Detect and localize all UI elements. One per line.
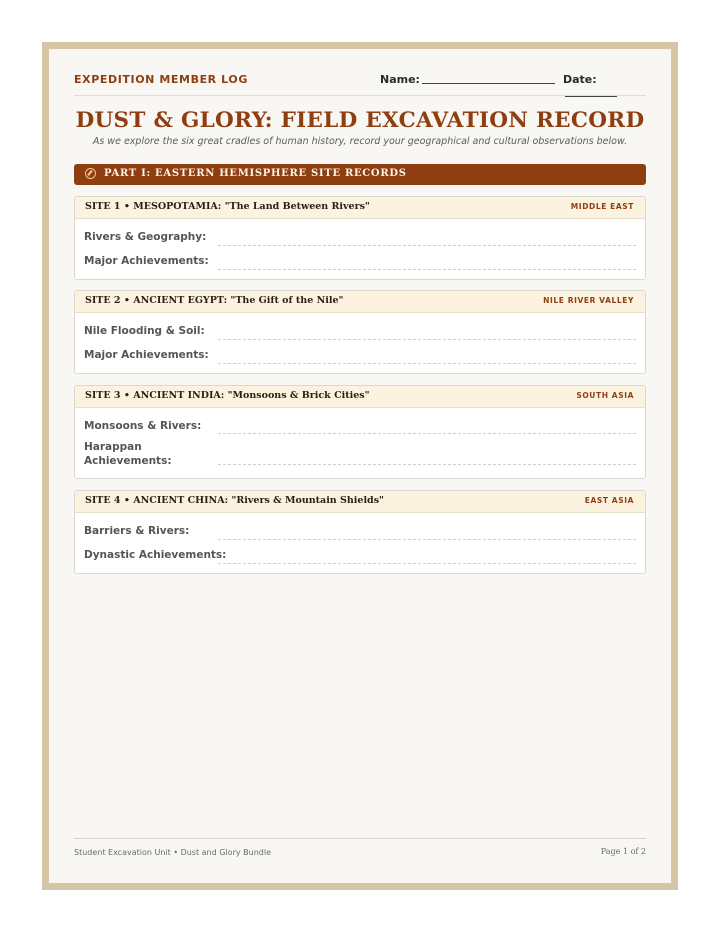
part-banner [74,164,646,185]
log-label: EXPEDITION MEMBER LOG [74,73,248,86]
site-title: SITE 4 • ANCIENT CHINA: "Rivers & Mountain Shields" [85,495,384,506]
date-label: Date: [563,73,597,86]
page-number: Page 1 of 2 [600,847,646,856]
field-label: Nile Flooding & Soil: [84,325,205,337]
worksheet-page [49,49,671,883]
site-header [75,197,645,219]
site-title: SITE 2 • ANCIENT EGYPT: "The Gift of the Nile" [85,295,344,306]
site-card [74,385,646,479]
footer-text: Student Excavation Unit • Dust and Glory Bundle [74,848,271,857]
name-label: Name: [380,73,420,86]
answer-line[interactable] [218,245,636,246]
answer-line[interactable] [218,339,636,340]
answer-line[interactable] [218,464,636,465]
date-line[interactable] [565,86,617,97]
log-header [74,73,646,96]
name-line[interactable] [422,73,555,84]
compass-icon [85,168,96,179]
site-header [75,291,645,313]
answer-line[interactable] [218,539,636,540]
field-label: Barriers & Rivers: [84,525,190,537]
site-header [75,386,645,408]
footer-divider [74,838,646,839]
answer-line[interactable] [218,363,636,364]
field-label: Major Achievements: [84,255,209,267]
field-label: Monsoons & Rivers: [84,420,202,432]
field-label: Dynastic Achievements: [84,549,227,561]
region-badge: NILE RIVER VALLEY [543,296,634,305]
site-card [74,196,646,280]
answer-line[interactable] [218,433,636,434]
page-title: DUST & GLORY: FIELD EXCAVATION RECORD [75,108,645,133]
date-field[interactable] [563,73,646,99]
site-title: SITE 1 • MESOPOTAMIA: "The Land Between Rivers" [85,201,370,212]
site-header [75,491,645,513]
part-label: PART I: EASTERN HEMISPHERE SITE RECORDS [104,168,407,179]
region-badge: MIDDLE EAST [570,202,634,211]
answer-line[interactable] [218,563,636,564]
region-badge: EAST ASIA [584,496,634,505]
site-title: SITE 3 • ANCIENT INDIA: "Monsoons & Brick Cities" [85,390,370,401]
answer-line[interactable] [218,269,636,270]
region-badge: SOUTH ASIA [576,391,634,400]
name-field[interactable] [380,73,555,86]
site-card [74,290,646,374]
site-card [74,490,646,574]
field-label: Rivers & Geography: [84,231,207,243]
page-subtitle: As we explore the six great cradles of human history, record your geographical and cultural observations below. [92,136,628,147]
field-label: Harappan Achievements: [84,441,172,467]
field-label: Major Achievements: [84,349,209,361]
